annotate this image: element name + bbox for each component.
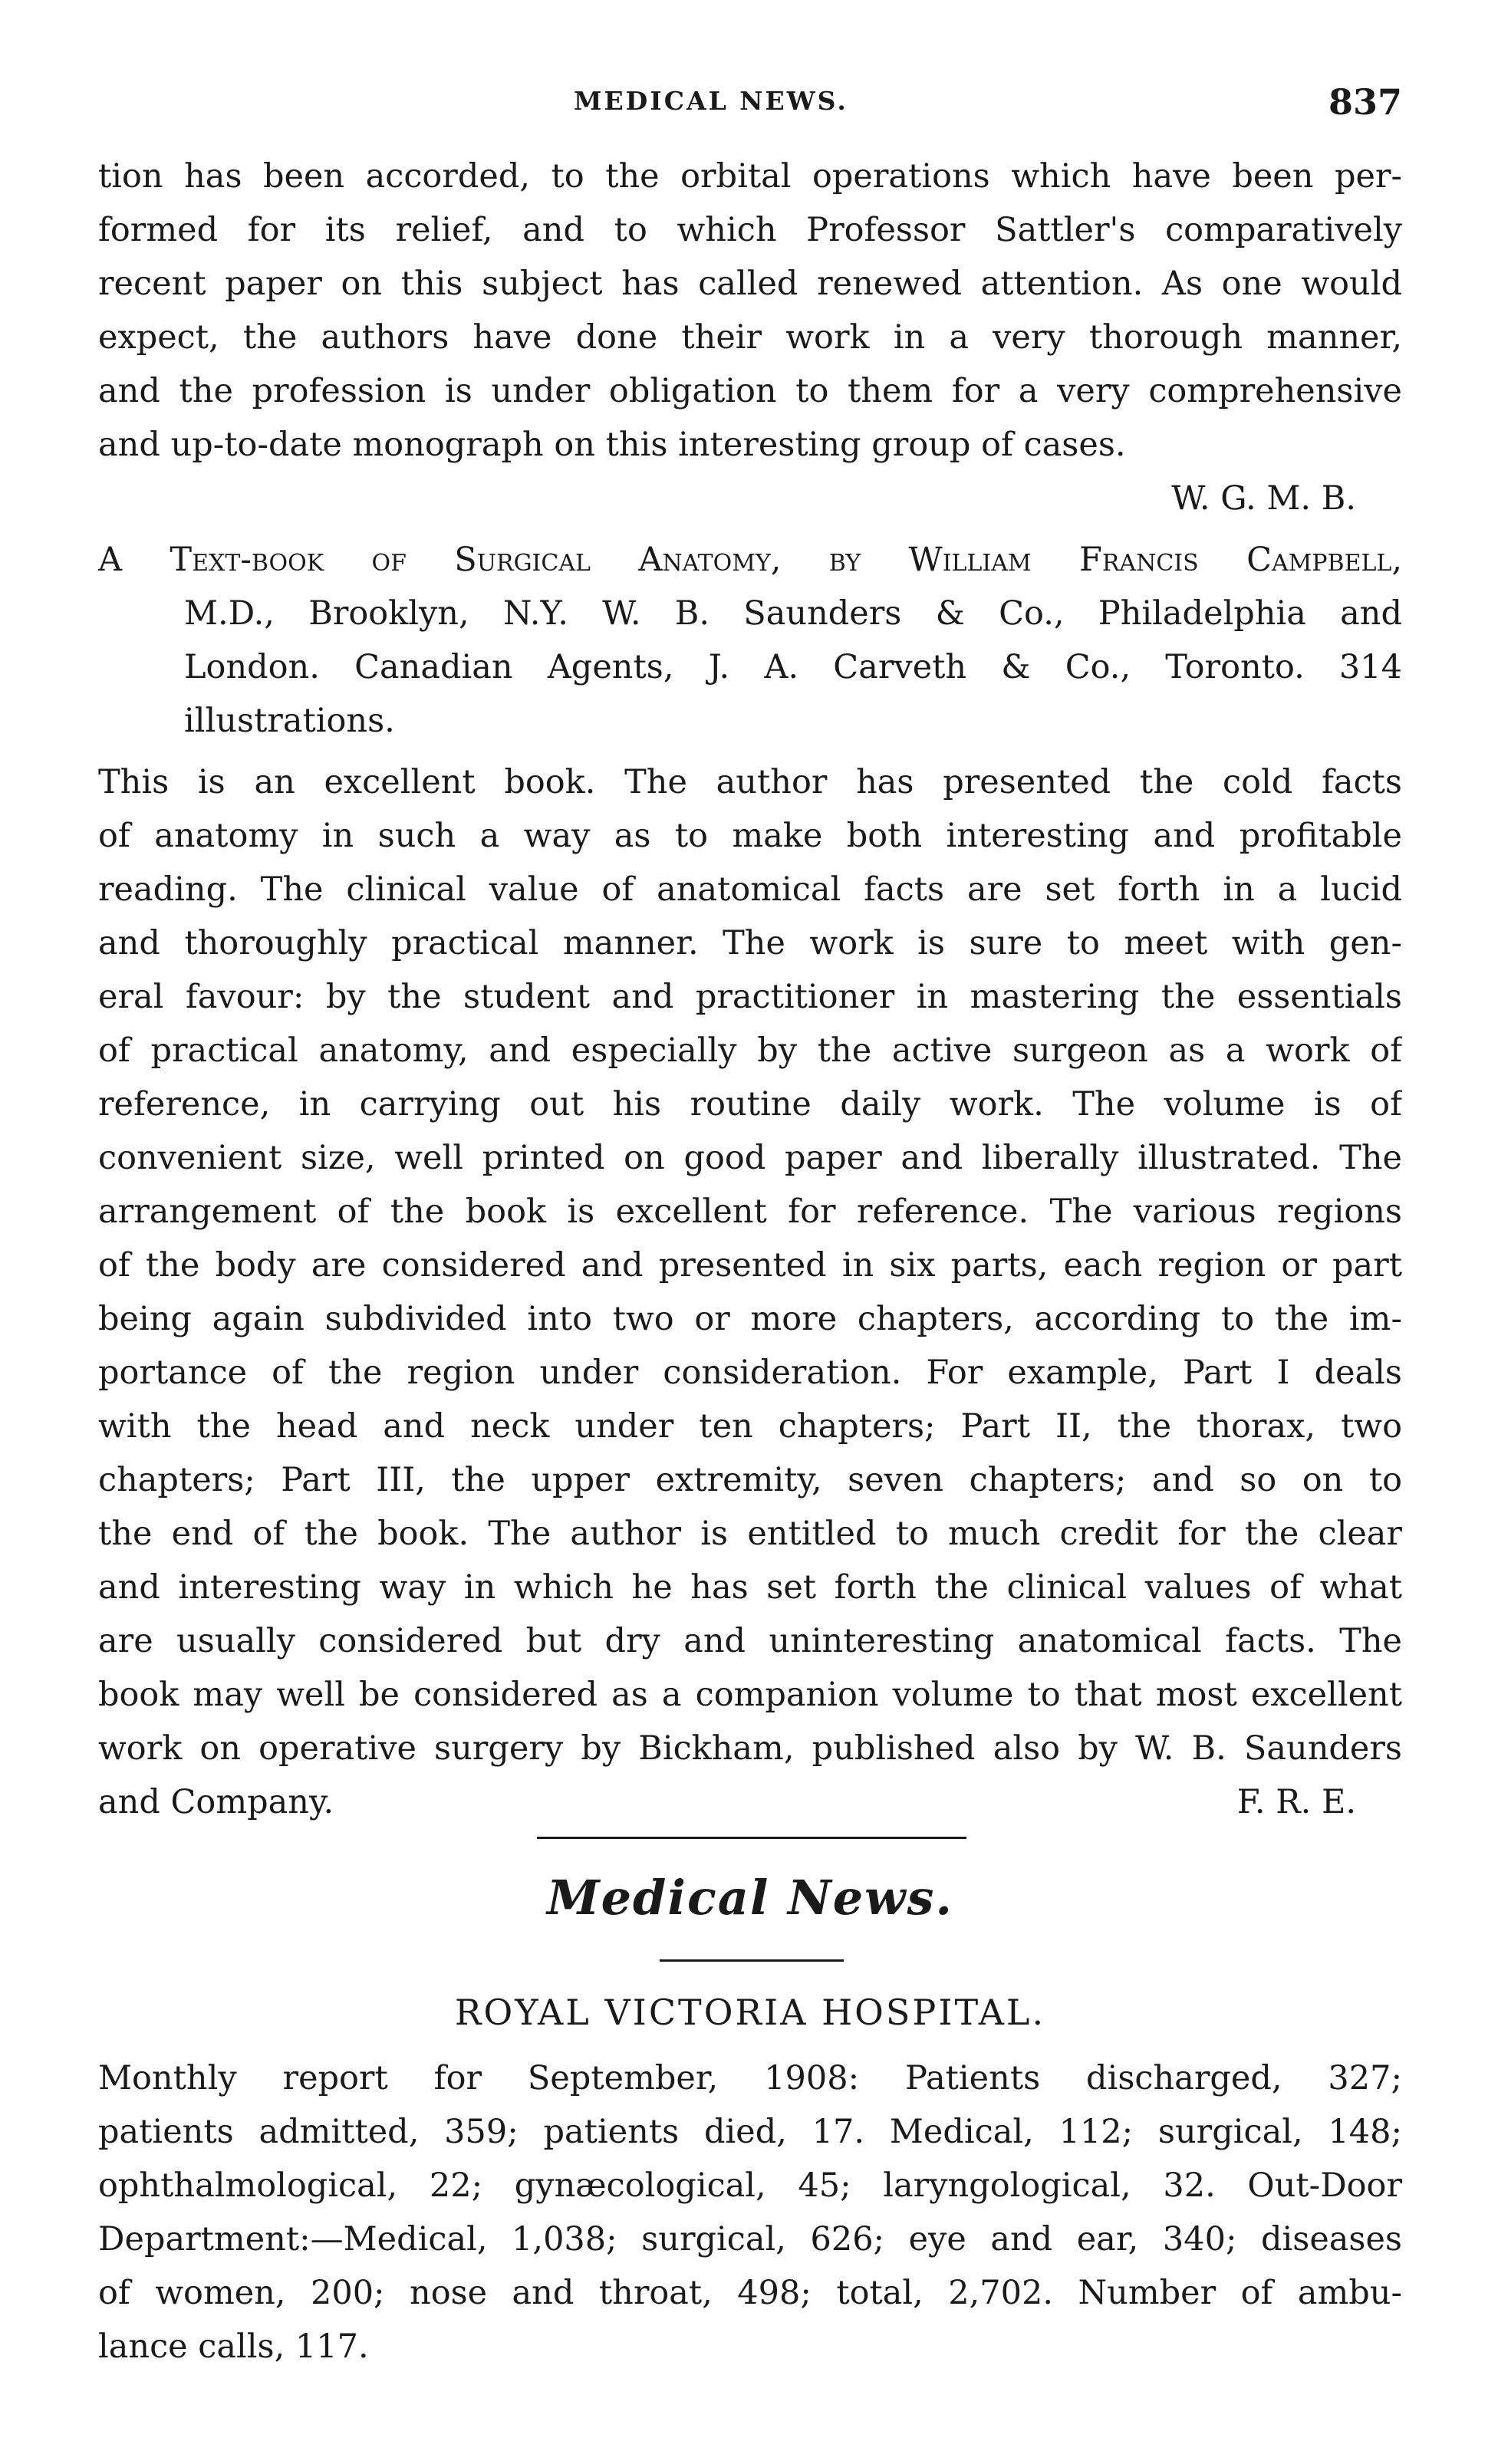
review2-line: chapters; Part III, the upper extremity, seven chapters; and so on to: [98, 1461, 1402, 1499]
report-last-line: lance calls, 117.: [98, 2327, 369, 2366]
review1-line: formed for its relief, and to which Professor Sattler's comparatively: [98, 211, 1402, 249]
review2-line: the end of the book. The author is entitled to much credit for the clear: [98, 1515, 1402, 1553]
running-header: [98, 81, 1402, 132]
review2-line: eral favour: by the student and practitioner in mastering the essentials: [98, 978, 1402, 1016]
review2-line: are usually considered but dry and uninteresting anatomical facts. The: [98, 1622, 1402, 1660]
review1-line: and the profession is under obligation to them for a very comprehensive: [98, 372, 1402, 410]
review1-line: recent paper on this subject has called renewed attention. As one would: [98, 265, 1402, 303]
review2-line: and interesting way in which he has set forth the clinical values of what: [98, 1568, 1402, 1607]
section-divider-bottom: [660, 1959, 844, 1962]
review2-line: and thoroughly practical manner. The work is sure to meet with gen-: [98, 924, 1402, 962]
book2-line: illustrations.: [184, 702, 395, 740]
book2-line: M.D., Brooklyn, N.Y. W. B. Saunders & Co., Philadelphia and: [184, 594, 1402, 633]
section-subheading: ROYAL VICTORIA HOSPITAL.: [454, 1992, 1046, 2033]
book2-line: London. Canadian Agents, J. A. Carveth & Co., Toronto. 314: [184, 648, 1402, 686]
review2-line: book may well be considered as a companion volume to that most excellent: [98, 1676, 1402, 1714]
review2-line: arrangement of the book is excellent for reference. The various regions: [98, 1193, 1402, 1231]
review2-line: with the head and neck under ten chapters; Part II, the thorax, two: [98, 1407, 1402, 1446]
review2-line: portance of the region under consideration. For example, Part I deals: [98, 1354, 1402, 1392]
page-number: 837: [1328, 81, 1402, 123]
review2-line: This is an excellent book. The author has presented the cold facts: [98, 763, 1402, 801]
review2-line: reading. The clinical value of anatomical facts are set forth in a lucid: [98, 870, 1402, 909]
running-title: MEDICAL NEWS.: [574, 86, 848, 116]
report-line: of women, 200; nose and throat, 498; total, 2,702. Number of ambu-: [98, 2274, 1402, 2312]
review2-line: work on operative surgery by Bickham, published also by W. B. Saunders: [98, 1729, 1402, 1768]
report-line: Monthly report for September, 1908: Patients discharged, 327;: [98, 2059, 1402, 2097]
review2-line: convenient size, well printed on good paper and liberally illustrated. The: [98, 1139, 1402, 1177]
report-line: ophthalmological, 22; gynæcological, 45; laryngological, 32. Out-Door: [98, 2166, 1402, 2205]
section-divider-top: [537, 1837, 966, 1839]
section-title: Medical News.: [546, 1870, 954, 1926]
review1-line: tion has been accorded, to the orbital operations which have been per-: [98, 157, 1402, 196]
review2-line: being again subdivided into two or more chapters, according to the im-: [98, 1300, 1402, 1338]
review2-line: of practical anatomy, and especially by the active surgeon as a work of: [98, 1031, 1402, 1070]
review1-line: expect, the authors have done their work in a very thorough manner,: [98, 318, 1402, 357]
review1-last-line: and up-to-date monograph on this interesting group of cases.: [98, 426, 1126, 464]
review2-signature: F. R. E.: [1236, 1783, 1356, 1821]
report-line: Department:—Medical, 1,038; surgical, 626; eye and ear, 340; diseases: [98, 2220, 1402, 2258]
review1-signature: W. G. M. B.: [1171, 479, 1356, 518]
review2-closing-line: [98, 1779, 1356, 1825]
review2-line: reference, in carrying out his routine daily work. The volume is of: [98, 1085, 1402, 1123]
review2-line: of the body are considered and presented in six parts, each region or part: [98, 1246, 1402, 1285]
review2-last-line: and Company.: [98, 1783, 334, 1821]
book2-title-line: A Text-book of Surgical Anatomy, by William Francis Campbell,: [98, 541, 1402, 579]
review2-line: of anatomy in such a way as to make both interesting and profitable: [98, 817, 1402, 855]
report-line: patients admitted, 359; patients died, 17. Medical, 112; surgical, 148;: [98, 2113, 1402, 2151]
